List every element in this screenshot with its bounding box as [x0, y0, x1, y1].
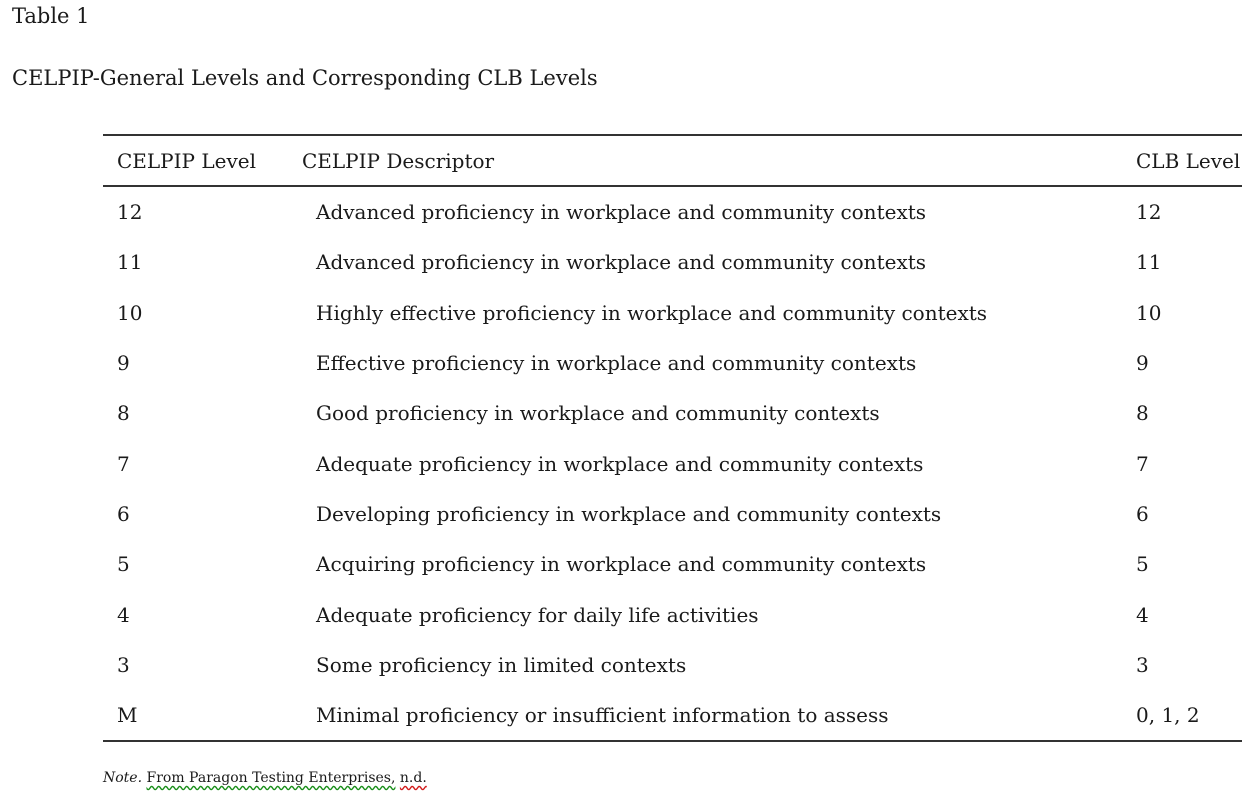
cell-clb-level: 10 — [1136, 300, 1162, 325]
cell-descriptor: Adequate proficiency for daily life activities — [316, 602, 759, 627]
table-row — [103, 237, 1242, 287]
cell-celpip-level: 10 — [117, 300, 143, 325]
table-row — [103, 690, 1242, 741]
cell-clb-level: 12 — [1136, 200, 1162, 225]
table-row — [103, 489, 1242, 539]
cell-celpip-level: 9 — [117, 351, 130, 376]
header-celpip-descriptor: CELPIP Descriptor — [302, 148, 495, 173]
cell-descriptor: Acquiring proficiency in workplace and community contexts — [316, 552, 927, 577]
header-celpip-level: CELPIP Level — [117, 148, 257, 173]
cell-celpip-level: 11 — [117, 250, 143, 275]
table-row — [103, 539, 1242, 589]
cell-clb-level: 0, 1, 2 — [1136, 703, 1200, 728]
table-row — [103, 589, 1242, 639]
cell-descriptor: Advanced proficiency in workplace and community contexts — [316, 250, 927, 275]
table-row — [103, 438, 1242, 488]
table-row — [103, 288, 1242, 338]
note-date-text[interactable]: n.d. — [399, 770, 427, 786]
table-note — [103, 770, 427, 786]
table-number: Table 1 — [12, 4, 90, 28]
cell-celpip-level: 5 — [117, 552, 130, 577]
cell-clb-level: 4 — [1136, 602, 1149, 627]
cell-clb-level: 11 — [1136, 250, 1162, 275]
cell-celpip-level: 8 — [117, 401, 130, 426]
cell-clb-level: 5 — [1136, 552, 1149, 577]
cell-clb-level: 6 — [1136, 501, 1149, 526]
cell-celpip-level: 3 — [117, 652, 130, 677]
table-row — [103, 338, 1242, 388]
table-row — [103, 388, 1242, 438]
cell-descriptor: Good proficiency in workplace and community contexts — [316, 401, 880, 426]
cell-descriptor: Developing proficiency in workplace and community contexts — [316, 501, 942, 526]
cell-descriptor: Highly effective proficiency in workplace and community contexts — [316, 300, 988, 325]
cell-celpip-level: 4 — [117, 602, 130, 627]
cell-clb-level: 7 — [1136, 451, 1149, 476]
header-clb-level: CLB Level — [1136, 148, 1241, 173]
cell-clb-level: 9 — [1136, 351, 1149, 376]
cell-descriptor: Effective proficiency in workplace and community contexts — [316, 351, 917, 376]
cell-descriptor: Some proficiency in limited contexts — [316, 652, 687, 677]
table-row — [103, 640, 1242, 690]
cell-celpip-level: 7 — [117, 451, 130, 476]
note-source-text[interactable]: From Paragon Testing Enterprises, — [146, 770, 396, 786]
cell-descriptor: Adequate proficiency in workplace and community contexts — [316, 451, 924, 476]
cell-descriptor: Advanced proficiency in workplace and community contexts — [316, 200, 927, 225]
cell-celpip-level: 12 — [117, 200, 143, 225]
cell-clb-level: 8 — [1136, 401, 1149, 426]
table-title: CELPIP-General Levels and Corresponding CLB Levels — [12, 66, 598, 90]
note-label: Note. — [103, 770, 143, 786]
celpip-clb-table — [103, 134, 1242, 742]
cell-descriptor: Minimal proficiency or insufficient information to assess — [316, 703, 889, 728]
cell-clb-level: 3 — [1136, 652, 1149, 677]
cell-celpip-level: 6 — [117, 501, 130, 526]
table-header-row — [103, 135, 1242, 186]
table-row — [103, 186, 1242, 237]
cell-celpip-level: M — [117, 703, 138, 728]
